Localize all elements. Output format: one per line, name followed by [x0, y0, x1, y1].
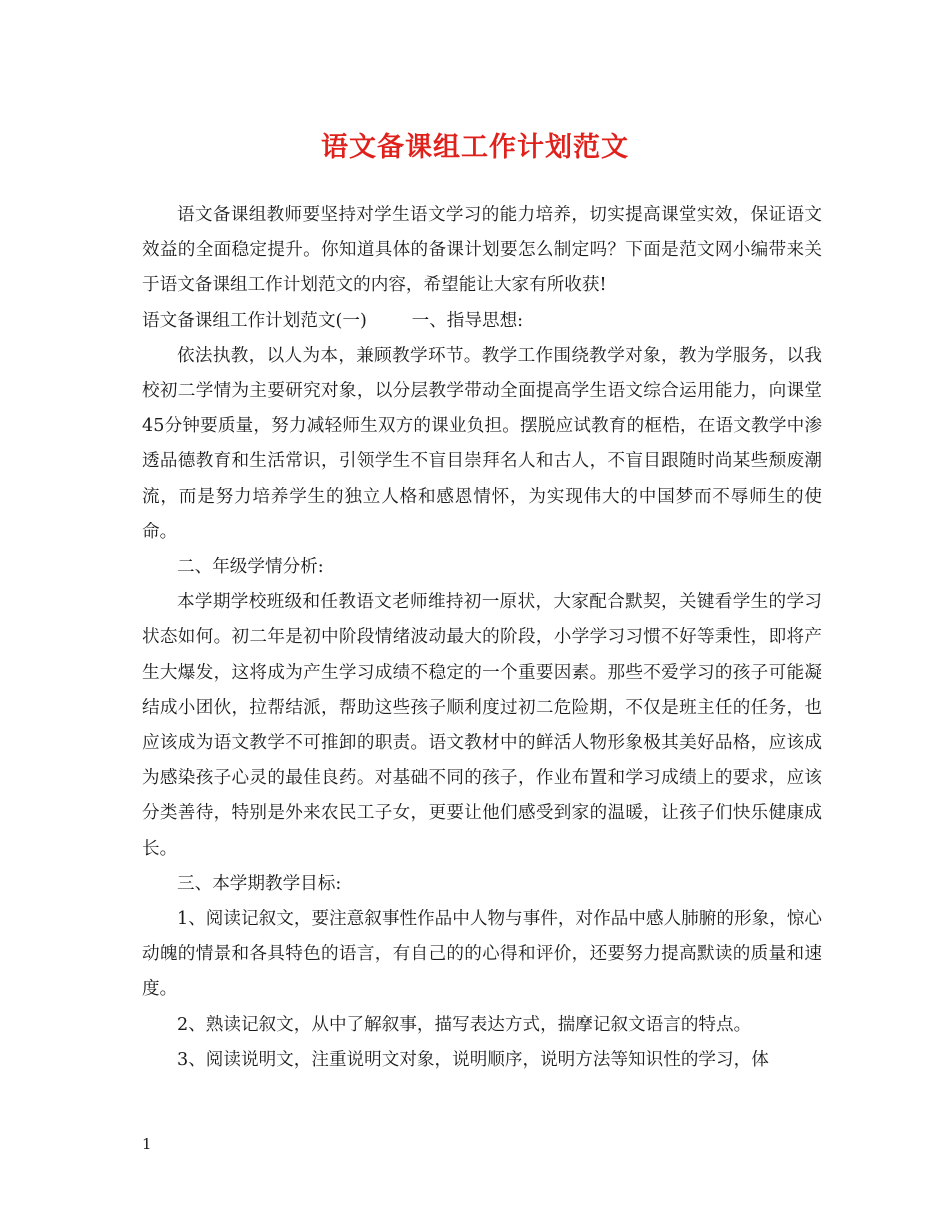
section-heading: 二、年级学情分析: — [177, 557, 324, 578]
goal-item: 3、阅读说明文，注重说明文对象，说明顺序，说明方法等知识性的学习，体 — [177, 1049, 769, 1070]
goal-item: 2、熟读记叙文，从中了解叙事，描写表达方式，揣摩记叙文语言的特点。 — [177, 1014, 752, 1035]
document-title: 语文备课组工作计划范文 — [321, 132, 629, 163]
page-number: 1 — [142, 1135, 152, 1153]
intro-paragraph: 语文备课组教师要坚持对学生语文学习的能力培养，切实提高课堂实效，保证语文效益的全面稳定提升。你知道具体的备课计划要怎么制定吗？下面是范文网小编带来关于语文备课组工作计划范文的内容，希望能让大家有所收获! — [142, 205, 822, 296]
guiding-thought-paragraph: 依法执教，以人为本，兼顾教学环节。教学工作围绕教学对象，教为学服务，以我校初二学情为主要研究对象，以分层教学带动全面提高学生语文综合运用能力，向课堂45分钟要质量，努力减轻师生双方的课业负担。摆脱应试教育的框梏，在语文教学中渗透品德教育和生活常识，引领学生不盲目崇拜名人和古人，不盲目跟随时尚某些颓废潮流，而是努力培养学生的独立人格和感恩情怀，为实现伟大的中国梦而不辱师生的使命。 — [142, 345, 822, 542]
section-heading: 三、本学期教学目标: — [177, 873, 342, 894]
grade-analysis-paragraph: 本学期学校班级和任教语文老师维持初一原状，大家配合默契，关键看学生的学习状态如何。初二年是初中阶段情绪波动最大的阶段，小学学习习惯不好等秉性，即将产生大爆发，这将成为产生学习成绩不稳定的一个重要因素。那些不爱学习的孩子可能凝结成小团伙，拉帮结派，帮助这些孩子顺利度过初二危险期，不仅是班主任的任务，也应该成为语文教学不可推卸的职责。语文教材中的鲜活人物形象极其美好品格，应该成为感染孩子心灵的最佳良药。对基础不同的孩子，作业布置和学习成绩上的要求，应该分类善待，特别是外来农民工子女，更要让他们感受到家的温暖，让孩子们快乐健康成长。 — [142, 592, 822, 859]
section-heading-line: 语文备课组工作计划范文(一) 一、指导思想: — [142, 310, 524, 331]
document-body — [142, 198, 822, 1078]
goal-item: 1、阅读记叙文，要注意叙事性作品中人物与事件，对作品中感人肺腑的形象，惊心动魄的情景和各具特色的语言，有自己的的心得和评价，还要努力提高默读的质量和速度。 — [142, 909, 822, 1000]
